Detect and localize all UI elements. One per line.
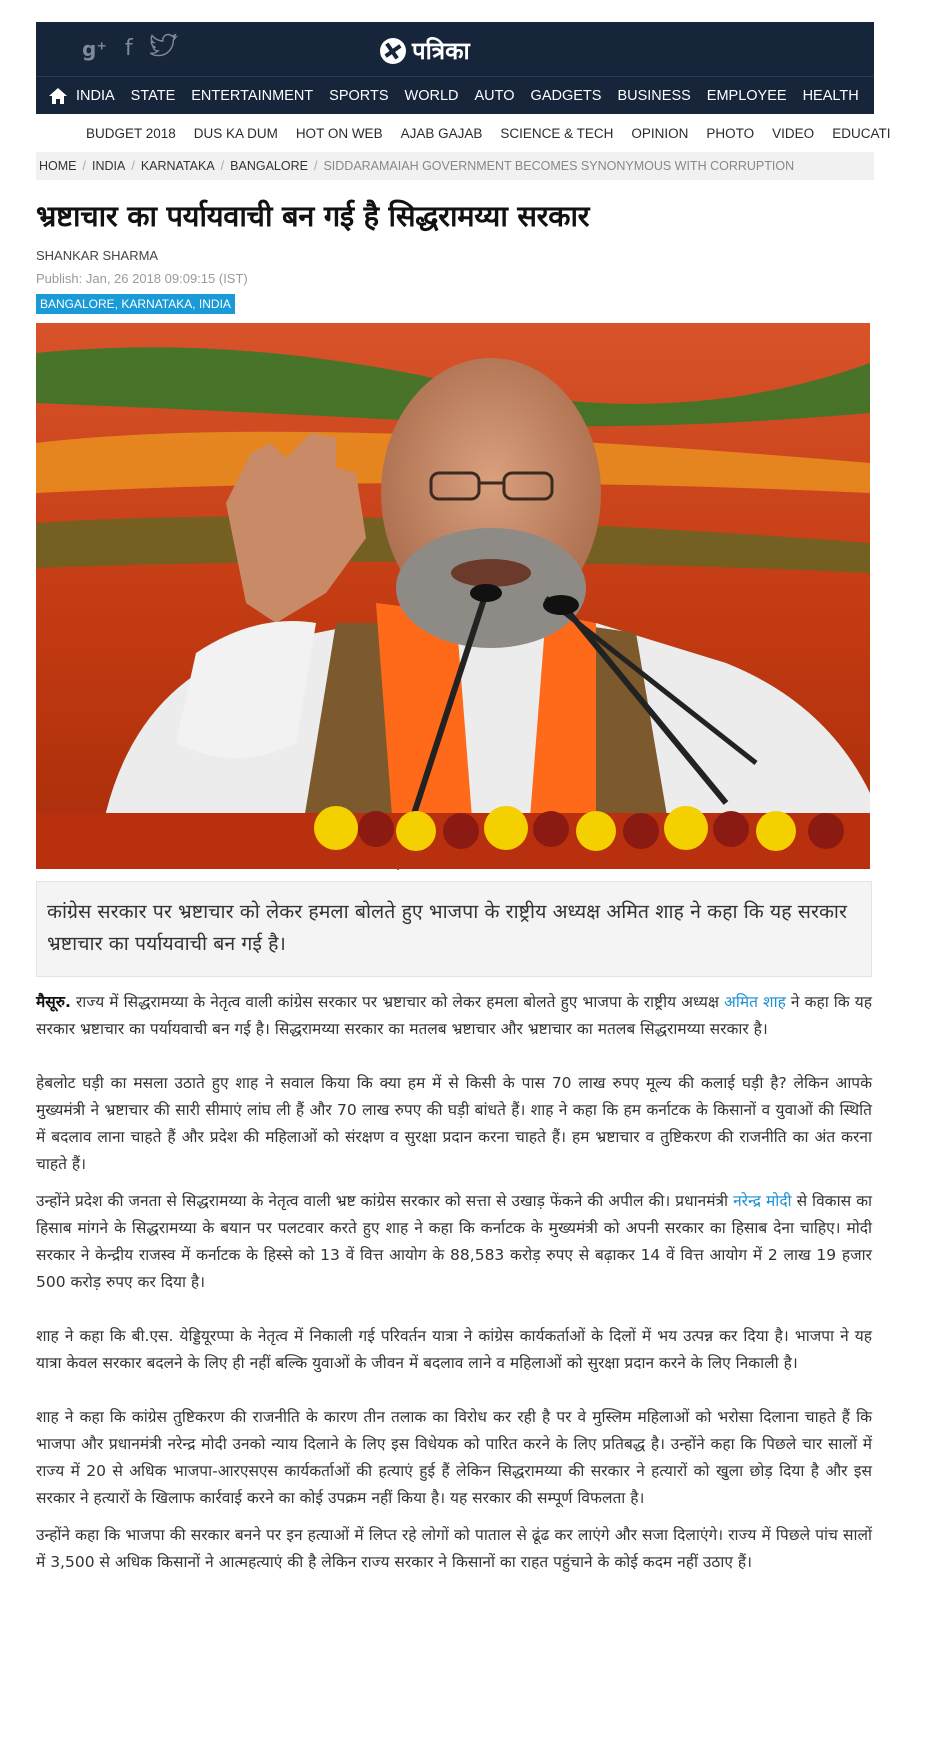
subnav-science-tech[interactable]: SCIENCE & TECH [500, 125, 614, 141]
logo-text: पत्रिका [412, 37, 470, 65]
subnav-dus-ka-dum[interactable]: DUS KA DUM [193, 125, 278, 141]
location-tag[interactable]: BANGALORE, KARNATAKA, INDIA [36, 294, 235, 314]
subnav-budget-2018[interactable]: BUDGET 2018 [86, 125, 176, 141]
article-headline: भ्रष्टाचार का पर्यायवाची बन गई है सिद्धरामय्या सरकार [36, 199, 590, 233]
breadcrumb-india[interactable]: INDIA [91, 159, 126, 173]
subnav-ajab-gajab[interactable]: AJAB GAJAB [400, 125, 483, 141]
site-logo[interactable] [380, 34, 470, 67]
facebook-icon[interactable]: f [124, 36, 133, 61]
photo-caption: कांग्रेस सरकार पर भ्रष्टाचार को लेकर हमला बोलते हुए भाजपा के राष्ट्रीय अध्यक्ष अमित शाह ने कहा कि यह सरकार भ्रष्टाचार का पर्यायवाची बन गई है। [36, 881, 872, 977]
breadcrumb-separator: / [82, 159, 86, 173]
breadcrumb-separator: / [220, 159, 225, 173]
logo-icon [380, 38, 406, 64]
publish-date: Publish: Jan, 26 2018 09:09:15 (IST) [36, 271, 248, 286]
paragraph-text: से विकास का हिसाब मांगने के सिद्धरामय्या के बयान पर पलटवार करते हुए शाह ने कहा कि कर्नाटक के मुख्यमंत्री को अपनी सरकार का हिसाब देना चाहिए। मोदी सरकार ने केन्द्रीय राजस्व में कर्नाटक के हिस्से को 13 वें वित्त आयोग के 88,583 करोड़ रुपए से बढ़ाकर 14 वें वित्त आयोग में 2 लाख 19 हजार 500 करोड़ रुपए कर दिया है। [36, 1192, 872, 1291]
nav-item-health[interactable]: HEALTH [802, 87, 859, 104]
article-paragraph [36, 1188, 872, 1296]
breadcrumb-separator: / [313, 159, 318, 173]
breadcrumb-karnataka[interactable]: KARNATAKA [140, 159, 215, 173]
subnav-video[interactable]: VIDEO [772, 125, 815, 141]
social-links [82, 34, 177, 64]
article-paragraph: शाह ने कहा कि कांग्रेस तुष्टिकरण की राजनीति के कारण तीन तलाक का विरोध कर रही है पर वे मुस्लिम महिलाओं को भरोसा दिलाना चाहते हैं कि भाजपा और प्रधानमंत्री नरेन्द्र मोदी उनको न्याय दिलाने के लिए इस विधेयक को पारित करने के लिए प्रतिबद्ध है। उन्होंने कहा कि पिछले चार सालों में राज्य में 20 से अधिक भाजपा-आरएसएस कार्यकर्ताओं की हत्याएं हुई हैं लेकिन सिद्धरामय्या की सरकार ने हत्यारों को खुला छोड़ दिया है और इस सरकार ने हत्यारों के खिलाफ कार्रवाई करने का कोई उपक्रम नहीं किया है। यह सरकार की सम्पूर्ण विफलता है। [36, 1408, 872, 1507]
breadcrumb-current: SIDDARAMAIAH GOVERNMENT BECOMES SYNONYMOUS WITH CORRUPTION [323, 159, 795, 173]
article-paragraph [36, 989, 872, 1043]
article-paragraph: शाह ने कहा कि बी.एस. येड्डियूरप्पा के नेतृत्व में निकाली गई परिवर्तन यात्रा ने कांग्रेस कार्यकर्ताओं के दिलों में भय उत्पन्न कर दिया है। भाजपा ने यह यात्रा केवल सरकार बदलने के लिए ही नहीं बल्कि युवाओं के जीवन में बदलाव लाने व महिलाओं को सुरक्षा प्रदान करने के लिए निकाली है। [36, 1327, 872, 1372]
main-nav [36, 76, 885, 114]
article-author[interactable]: SHANKAR SHARMA [36, 248, 159, 263]
nav-item-truncated[interactable]: A [874, 87, 885, 104]
subnav-education[interactable]: EDUCATI [832, 125, 891, 141]
article-body [36, 989, 872, 1576]
article-photo [36, 323, 870, 869]
paragraph-text: राज्य में सिद्धरामय्या के नेतृत्व वाली कांग्रेस सरकार पर भ्रष्टाचार को लेकर हमला बोलते हुए भाजपा के राष्ट्रीय अध्यक्ष [70, 993, 725, 1011]
breadcrumb-separator: / [131, 159, 135, 173]
nav-item-india[interactable]: INDIA [76, 87, 115, 104]
sub-nav [36, 114, 891, 152]
nav-item-auto[interactable]: AUTO [474, 87, 515, 104]
tag-link-amit-shah[interactable]: अमित शाह [724, 993, 786, 1011]
home-icon[interactable] [48, 87, 68, 105]
breadcrumb-bangalore[interactable]: BANGALORE [230, 159, 308, 173]
paragraph-text: उन्होंने प्रदेश की जनता से सिद्धरामय्या के नेतृत्व वाली भ्रष्ट कांग्रेस सरकार को सत्ता से उखाड़ फेंकने की अपील की। प्रधानमंत्री [36, 1192, 734, 1210]
breadcrumb [36, 152, 874, 180]
nav-item-state[interactable]: STATE [130, 87, 176, 104]
dateline: मैसूरु. [36, 993, 71, 1011]
twitter-icon[interactable] [151, 34, 177, 64]
subnav-opinion[interactable]: OPINION [631, 125, 689, 141]
subnav-photo[interactable]: PHOTO [706, 125, 755, 141]
google-plus-icon[interactable]: g⁺ [82, 37, 107, 61]
nav-item-business[interactable]: BUSINESS [617, 87, 691, 104]
article-paragraph: उन्होंने कहा कि भाजपा की सरकार बनने पर इन हत्याओं में लिप्त रहे लोगों को पाताल से ढूंढ कर लाएंगे और सजा दिलाएंगे। राज्य में पिछले पांच सालों में 3,500 से अधिक किसानों ने आत्महत्याएं की है लेकिन राज्य सरकार ने किसानों का राहत पहुंचाने के कोई कदम नहीं उठाए हैं। [36, 1526, 872, 1571]
paragraph-text: ने कहा कि यह सरकार भ्रष्टाचार का पर्यायवाची बन गई है। सिद्धरामय्या सरकार का मतलब भ्रष्टाचार और भ्रष्टाचार का मतलब सिद्धरामय्या सरकार है। [36, 993, 872, 1038]
page [36, 22, 891, 1603]
nav-item-world[interactable]: WORLD [404, 87, 459, 104]
subnav-hot-on-web[interactable]: HOT ON WEB [295, 125, 383, 141]
nav-item-gadgets[interactable]: GADGETS [530, 87, 602, 104]
breadcrumb-home[interactable]: HOME [39, 159, 77, 173]
site-header [36, 22, 874, 76]
tag-link-narendra-modi[interactable]: नरेन्द्र मोदी [733, 1192, 792, 1210]
nav-item-sports[interactable]: SPORTS [329, 87, 389, 104]
article-paragraph: हेबलोट घड़ी का मसला उठाते हुए शाह ने सवाल किया कि क्या हम में से किसी के पास 70 लाख रुपए मूल्य की कलाई घड़ी है? लेकिन आपके मुख्यमंत्री ने भ्रष्टाचार की सारी सीमाएं लांघ ली हैं और 70 लाख रुपए की घड़ी बांधते हैं। शाह ने कहा कि हम कर्नाटक के किसानों व युवाओं की स्थिति में बदलाव लाना चाहते हैं और प्रदेश की महिलाओं को संरक्षण व सुरक्षा प्रदान करना चाहते हैं। हम भ्रष्टाचार व तुष्टिकरण की राजनीति का अंत करना चाहते हैं। [36, 1074, 872, 1173]
nav-item-entertainment[interactable]: ENTERTAINMENT [191, 87, 314, 104]
nav-item-employee[interactable]: EMPLOYEE [706, 87, 787, 104]
